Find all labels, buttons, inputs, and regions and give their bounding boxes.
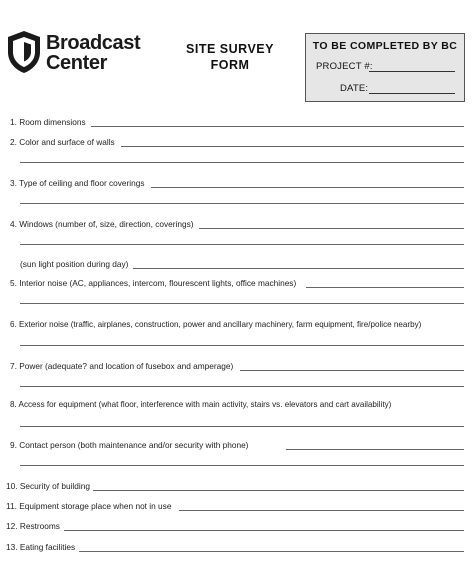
logo-line-2: Center	[46, 52, 107, 74]
answer-line[interactable]	[133, 268, 464, 269]
question-13: 13. Eating facilities	[6, 542, 76, 552]
answer-line[interactable]	[20, 386, 464, 387]
project-number-label: PROJECT #:	[316, 61, 373, 72]
project-number-field[interactable]	[369, 71, 455, 72]
question-4: 4. Windows (number of, size, direction, coverings)	[10, 219, 194, 229]
question-8: 8. Access for equipment (what floor, interference with main activity, stairs vs. elevators and cart availability)	[10, 400, 392, 409]
shield-icon	[6, 30, 42, 74]
answer-line[interactable]	[179, 510, 464, 511]
question-4-sub: (sun light position during day)	[20, 259, 129, 269]
answer-line[interactable]	[286, 449, 464, 450]
date-field[interactable]	[369, 93, 455, 94]
answer-line[interactable]	[306, 287, 464, 288]
form-title-line-1: SITE SURVEY	[186, 42, 274, 56]
answer-line[interactable]	[20, 465, 464, 466]
logo-line-1: Broadcast	[46, 32, 141, 54]
answer-line[interactable]	[240, 370, 464, 371]
bc-box-heading: TO BE COMPLETED BY BC	[312, 40, 458, 52]
question-1: 1. Room dimensions	[10, 117, 86, 127]
answer-line[interactable]	[20, 426, 464, 427]
question-9: 9. Contact person (both maintenance and/or security with phone)	[10, 440, 249, 450]
question-7: 7. Power (adequate? and location of fusebox and amperage)	[10, 361, 234, 371]
question-12: 12. Restrooms	[6, 521, 60, 531]
question-2: 2. Color and surface of walls	[10, 137, 115, 147]
question-5: 5. Interior noise (AC, appliances, intercom, flourescent lights, office machines)	[10, 278, 297, 288]
answer-line[interactable]	[91, 126, 464, 127]
answer-line[interactable]	[20, 244, 464, 245]
answer-line[interactable]	[20, 303, 464, 304]
answer-line[interactable]	[151, 187, 464, 188]
answer-line[interactable]	[93, 490, 464, 491]
form-title-line-2: FORM	[210, 58, 250, 72]
bc-completion-box	[305, 33, 465, 102]
answer-line[interactable]	[20, 345, 464, 346]
question-10: 10. Security of building	[6, 481, 90, 491]
question-11: 11. Equipment storage place when not in use	[6, 501, 172, 511]
answer-line[interactable]	[79, 551, 464, 552]
question-3: 3. Type of ceiling and floor coverings	[10, 178, 145, 188]
date-label: DATE:	[340, 83, 369, 94]
answer-line[interactable]	[20, 162, 464, 163]
answer-line[interactable]	[64, 530, 464, 531]
answer-line[interactable]	[199, 228, 464, 229]
question-6: 6. Exterior noise (traffic, airplanes, construction, power and ancillary machinery, farm equipment, fire/police nearby)	[10, 320, 422, 329]
broadcast-center-logo	[6, 30, 146, 76]
answer-line[interactable]	[121, 146, 464, 147]
answer-line[interactable]	[20, 203, 464, 204]
